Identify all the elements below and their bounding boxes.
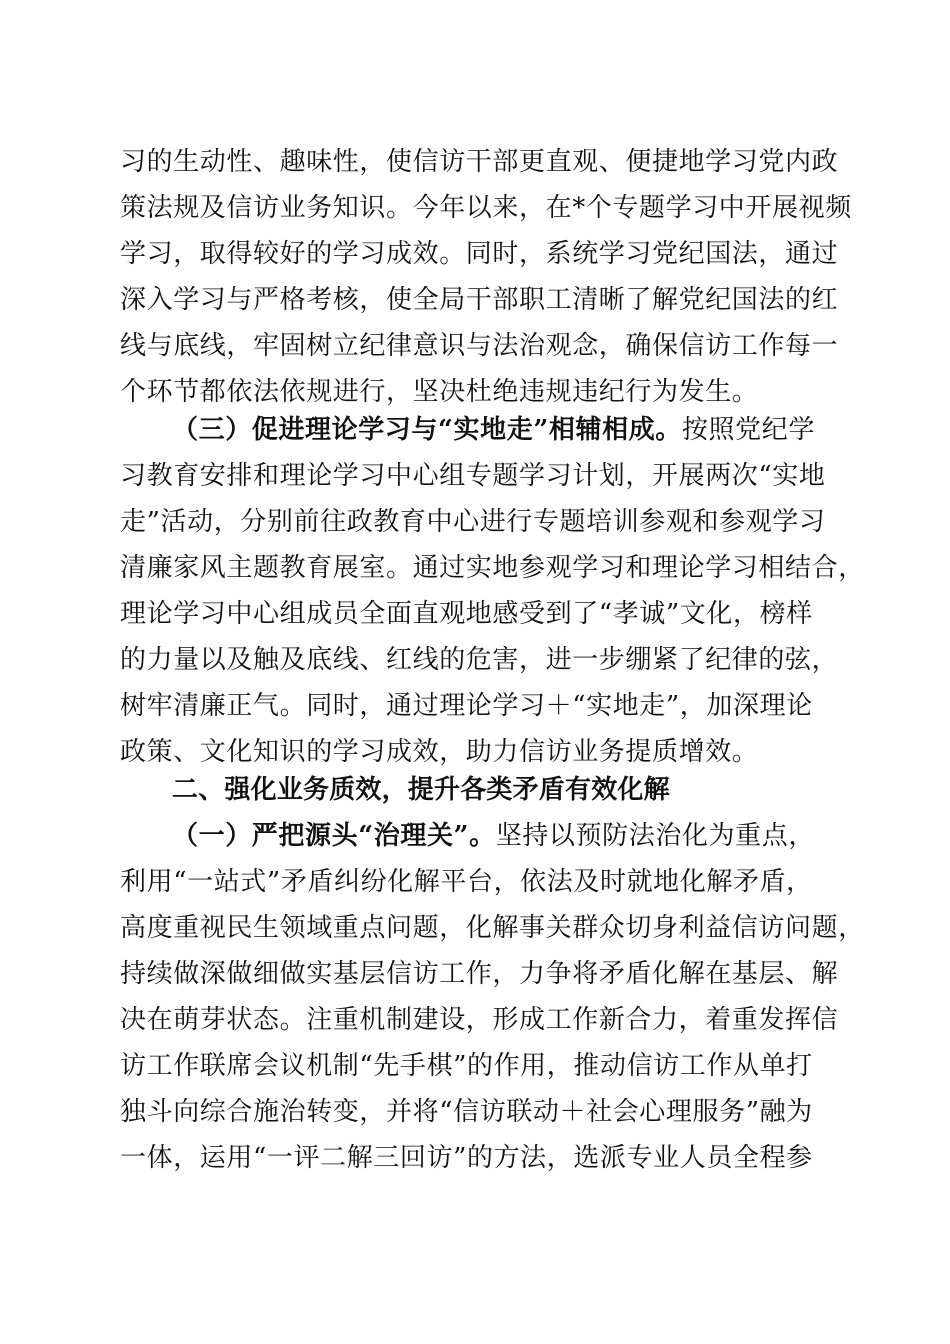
paragraph-line: 理论学习中心组成员全面直观地感受到了“孝诚”文化，榜样	[120, 599, 813, 629]
section-1-title: （一）严把源头“治理关”。	[172, 821, 496, 851]
paragraph-line: 深入学习与严格考核，使全局干部职工清晰了解党纪国法的红	[120, 285, 839, 315]
paragraph-line: 政策、文化知识的学习成效，助力信访业务提质增效。	[120, 737, 759, 767]
paragraph-line: 清廉家风主题教育展室。通过实地参观学习和理论学习相结合，	[120, 553, 865, 583]
paragraph-line: 的力量以及触及底线、红线的危害，进一步绷紧了纪律的弦，	[120, 645, 839, 675]
paragraph-line: 决在萌芽状态。注重机制建设，形成工作新合力，着重发挥信	[120, 1005, 839, 1035]
paragraph-line: 独斗向综合施治转变，并将“信访联动＋社会心理服务”融为	[120, 1097, 813, 1127]
paragraph-line: 访工作联席会议机制“先手棋”的作用，推动信访工作从单打	[120, 1051, 813, 1081]
paragraph-line: 学习，取得较好的学习成效。同时，系统学习党纪国法，通过	[120, 239, 839, 269]
paragraph-line: 利用“一站式”矛盾纠纷化解平台，依法及时就地化解矛盾，	[120, 867, 813, 897]
paragraph-line: 策法规及信访业务知识。今年以来，在*个专题学习中开展视频	[120, 193, 852, 223]
paragraph-line: 习的生动性、趣味性，使信访干部更直观、便捷地学习党内政	[120, 147, 839, 177]
section-3-first-line-rest: 按照党纪学	[681, 415, 815, 445]
paragraph-line: 高度重视民生领域重点问题，化解事关群众切身利益信访问题，	[120, 913, 865, 943]
paragraph-line: 持续做深做细做实基层信访工作，力争将矛盾化解在基层、解	[120, 959, 839, 989]
section-heading: 二、强化业务质效，提升各类矛盾有效化解	[172, 775, 670, 805]
paragraph-line: 树牢清廉正气。同时，通过理论学习＋“实地走”，加深理论	[120, 691, 813, 721]
section-3-title: （三）促进理论学习与“实地走”相辅相成。	[172, 415, 682, 445]
paragraph-line: 走”活动，分别前往政教育中心进行专题培训参观和参观学习	[120, 507, 826, 537]
paragraph-line: 个环节都依法依规进行，坚决杜绝违规违纪行为发生。	[120, 377, 759, 407]
paragraph-line: 线与底线，牢固树立纪律意识与法治观念，确保信访工作每一	[120, 331, 839, 361]
section-1-first-line	[172, 819, 840, 853]
paragraph-line: 一体，运用“一评二解三回访”的方法，选派专业人员全程参	[120, 1143, 813, 1173]
paragraph-line: 习教育安排和理论学习中心组专题学习计划，开展两次“实地	[120, 461, 826, 491]
section-3-first-line	[172, 413, 840, 447]
section-1-first-line-rest: 坚持以预防法治化为重点，	[495, 821, 815, 851]
